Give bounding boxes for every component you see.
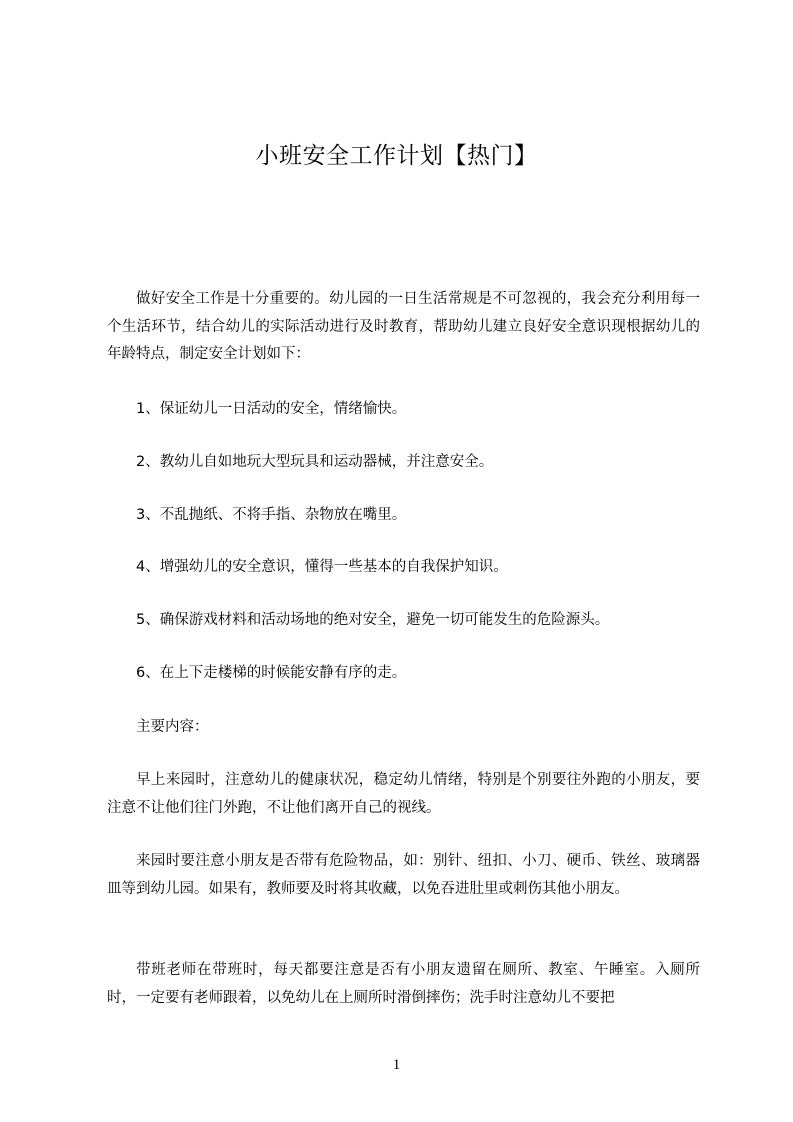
- plan-item-6: 6、在上下走楼梯的时候能安静有序的走。: [136, 665, 407, 681]
- plan-item-4: 4、增强幼儿的安全意识，懂得一些基本的自我保护知识。: [136, 559, 508, 575]
- page-number: 1: [392, 1057, 401, 1073]
- plan-item-2: 2、教幼儿自如地玩大型玩具和运动器械，并注意安全。: [136, 454, 494, 470]
- dangerous-items-paragraph: 来园时要注意小朋友是否带有危险物品，如：别针、纽扣、小刀、硬币、铁丝、玻璃器皿等到幼儿园。如果有，教师要及时将其收藏，以免吞进肚里或刺伤其他小朋友。: [107, 853, 700, 897]
- plan-item-3: 3、不乱抛纸、不将手指、杂物放在嘴里。: [136, 507, 407, 523]
- document-title: 小班安全工作计划【热门】: [255, 143, 538, 169]
- plan-item-1: 1、保证幼儿一日活动的安全，情绪愉快。: [136, 401, 407, 417]
- main-content-label: 主要内容：: [136, 719, 209, 735]
- supervision-paragraph: 带班老师在带班时，每天都要注意是否有小朋友遗留在厕所、教室、午睡室。入厕所时，一定要有老师跟着，以免幼儿在上厕所时滑倒摔伤；洗手时注意幼儿不要把: [107, 962, 700, 1006]
- morning-arrival-paragraph: 早上来园时，注意幼儿的健康状况，稳定幼儿情绪，特别是个别要往外跑的小朋友，要注意不让他们往门外跑，不让他们离开自己的视线。: [107, 772, 700, 816]
- plan-item-5: 5、确保游戏材料和活动场地的绝对安全，避免一切可能发生的危险源头。: [136, 612, 610, 628]
- intro-paragraph: 做好安全工作是十分重要的。幼儿园的一日生活常规是不可忽视的，我会充分利用每一个生活环节，结合幼儿的实际活动进行及时教育，帮助幼儿建立良好安全意识现根据幼儿的年龄特点，制定安全计划如下：: [107, 291, 700, 362]
